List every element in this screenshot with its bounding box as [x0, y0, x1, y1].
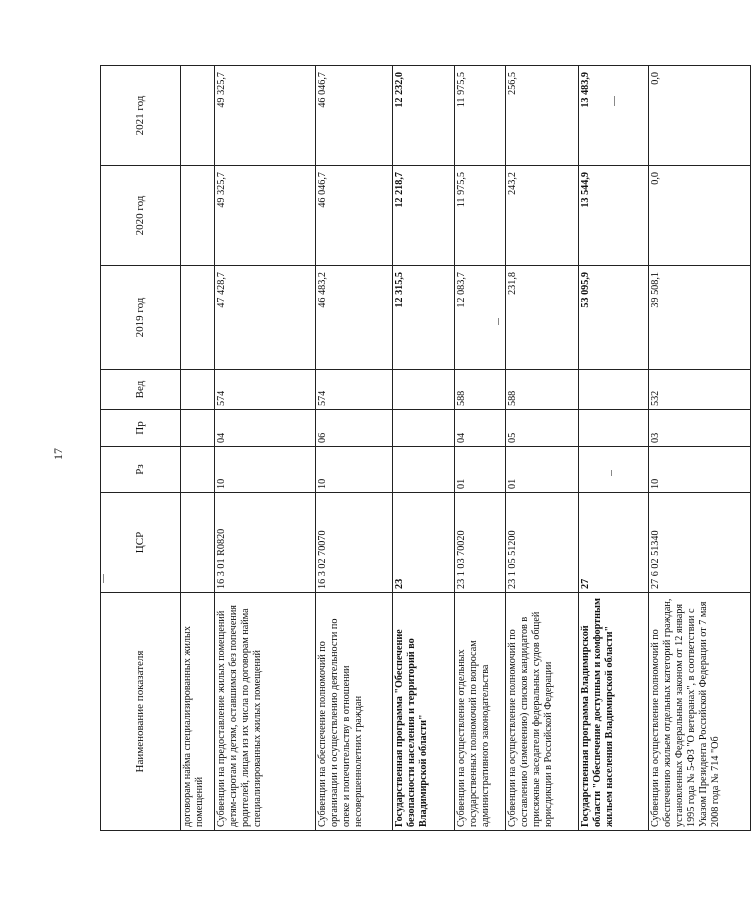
cell-2020: 46 046,7: [316, 166, 393, 266]
cell-csr: 23 1 03 70020: [455, 493, 506, 593]
table-row: [215, 66, 316, 831]
cell-csr: [181, 493, 215, 593]
table-row: [316, 66, 393, 831]
cell-pr: 04: [455, 410, 506, 447]
cell-2021: 11 975,5: [455, 66, 506, 166]
cell-2020: 0,0: [649, 166, 751, 266]
page-number: 17: [51, 448, 65, 460]
cell-csr: 16 3 02 70070: [316, 493, 393, 593]
cell-2020: [181, 166, 215, 266]
cell-pr: 05: [506, 410, 579, 447]
cell-2019: 47 428,7: [215, 266, 316, 370]
cell-2019: 39 508,1: [649, 266, 751, 370]
cell-pr: 03: [649, 410, 751, 447]
cell-csr: 23 1 05 51200: [506, 493, 579, 593]
cell-pr: 06: [316, 410, 393, 447]
cell-ved: 588: [455, 370, 506, 410]
header-2019: 2019 год: [101, 266, 181, 370]
table-header-row: [101, 66, 181, 831]
header-pr: Пр: [101, 410, 181, 447]
cell-2021: 12 232,0: [393, 66, 455, 166]
cell-ved: 574: [316, 370, 393, 410]
cell-name: Государственная программа Владимирской области "Обеспечение доступным и комфортным жильем населения Владимирской области": [579, 593, 649, 831]
cell-name: Субвенции на обеспечение полномочий по организации и осуществлению деятельности по опеке и попечительству в отношении несовершеннолетних граждан: [316, 593, 393, 831]
cell-rz: 10: [649, 447, 751, 493]
cell-2021: 13 483,9: [579, 66, 649, 166]
cell-rz: 01: [506, 447, 579, 493]
cell-csr: 23: [393, 493, 455, 593]
cell-2019: 53 095,9: [579, 266, 649, 370]
cell-rz: 01: [455, 447, 506, 493]
table-row: [181, 66, 215, 831]
cell-name: договорам найма специализированных жилых помещений: [181, 593, 215, 831]
cell-2020: 49 325,7: [215, 166, 316, 266]
table-row: [455, 66, 506, 831]
cell-rz: 10: [316, 447, 393, 493]
header-rz: Рз: [101, 447, 181, 493]
cell-2020: 11 975,5: [455, 166, 506, 266]
cell-pr: [579, 410, 649, 447]
cell-2019: 46 483,2: [316, 266, 393, 370]
scan-mark: [614, 96, 615, 106]
cell-ved: [393, 370, 455, 410]
cell-name: Субвенции на предоставление жилых помещений детям-сиротам и детям, оставшимся без попечения родителей, лицам из их числа по договорам найма специализированных жилых помещений: [215, 593, 316, 831]
table-row: [393, 66, 455, 831]
table-row: [649, 66, 751, 831]
cell-name: Субвенции на осуществление полномочий по составлению (изменению) списков кандидатов в присяжные заседатели федеральных судов общей юрисдикции в Российской Федерации: [506, 593, 579, 831]
cell-2019: 231,8: [506, 266, 579, 370]
table-row: [579, 66, 649, 831]
cell-ved: 574: [215, 370, 316, 410]
cell-ved: 532: [649, 370, 751, 410]
cell-2020: 243,2: [506, 166, 579, 266]
cell-csr: 27 6 02 51340: [649, 493, 751, 593]
cell-2019: [181, 266, 215, 370]
cell-ved: [579, 370, 649, 410]
cell-pr: [181, 410, 215, 447]
cell-pr: [393, 410, 455, 447]
header-name: Наименование показателя: [101, 593, 181, 831]
scan-mark: [498, 318, 499, 325]
cell-ved: 588: [506, 370, 579, 410]
cell-2019: 12 315,5: [393, 266, 455, 370]
cell-2021: 256,5: [506, 66, 579, 166]
cell-csr: 27: [579, 493, 649, 593]
scan-mark: [103, 574, 104, 583]
budget-table: [100, 65, 751, 831]
cell-2020: 12 218,7: [393, 166, 455, 266]
header-2021: 2021 год: [101, 66, 181, 166]
cell-2021: 0,0: [649, 66, 751, 166]
cell-2021: [181, 66, 215, 166]
cell-rz: [393, 447, 455, 493]
cell-rz: 10: [215, 447, 316, 493]
cell-2021: 49 325,7: [215, 66, 316, 166]
header-ved: Вед: [101, 370, 181, 410]
table-row: [506, 66, 579, 831]
header-2020: 2020 год: [101, 166, 181, 266]
cell-ved: [181, 370, 215, 410]
cell-2020: 13 544,9: [579, 166, 649, 266]
cell-name: Субвенции на осуществление полномочий по обеспечению жильем отдельных категорий граждан, установленных Федеральным законом от 12 января 1995 года № 5-ФЗ "О ветеранах", в соответствии с Указом Президента Российской Федерации от 7 мая 2008 года № 714 "Об: [649, 593, 751, 831]
scan-mark: [611, 470, 612, 476]
cell-name: Государственная программа "Обеспечение безопасности населения и территорий во Владимирской области": [393, 593, 455, 831]
cell-rz: [181, 447, 215, 493]
cell-2019: 12 083,7: [455, 266, 506, 370]
cell-2021: 46 046,7: [316, 66, 393, 166]
cell-name: Субвенции на осуществление отдельных государственных полномочий по вопросам административного законодательства: [455, 593, 506, 831]
header-csr: ЦСР: [101, 493, 181, 593]
cell-rz: [579, 447, 649, 493]
cell-pr: 04: [215, 410, 316, 447]
cell-csr: 16 3 01 R0820: [215, 493, 316, 593]
budget-table-rotated: [100, 0, 740, 831]
